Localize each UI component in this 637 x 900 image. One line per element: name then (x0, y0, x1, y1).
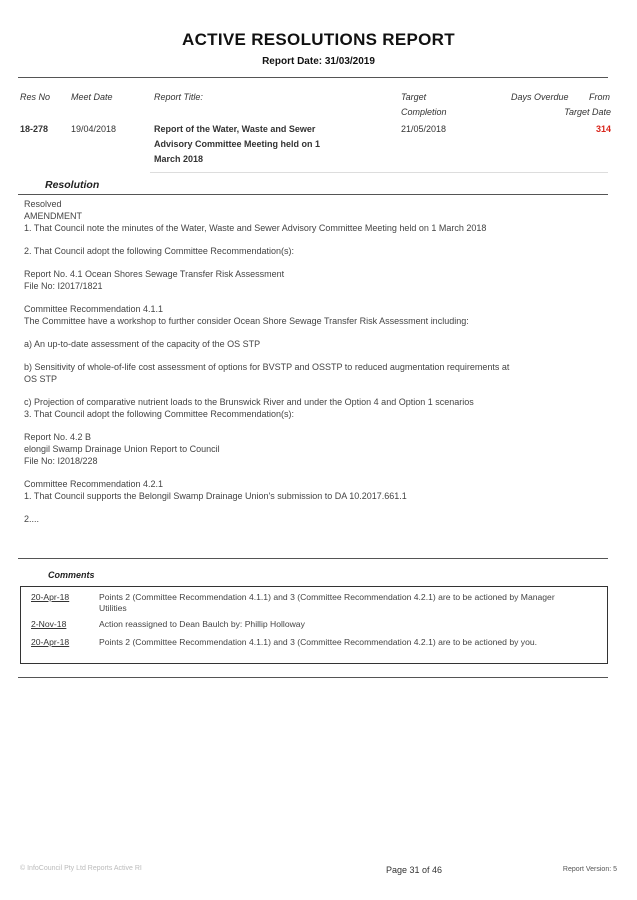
row-title-line-1: Report of the Water, Waste and Sewer (154, 124, 316, 134)
comments-heading: Comments (48, 570, 95, 580)
res-line: 2.... (24, 514, 40, 524)
col-target-date: Target Date (564, 107, 611, 117)
comment-text: Action reassigned to Dean Baulch by: Phillip Holloway (99, 619, 305, 629)
res-line: Report No. 4.1 Ocean Shores Sewage Transfer Risk Assessment (24, 269, 285, 279)
row-target-completion: 21/05/2018 (401, 124, 447, 134)
res-line: File No: I2018/228 (24, 456, 98, 466)
col-days-overdue: Days Overdue (511, 92, 569, 102)
comment-date: 20-Apr-18 (31, 592, 70, 602)
res-line: a) An up-to-date assessment of the capacity of the OS STP (24, 339, 261, 349)
res-line: elongil Swamp Drainage Union Report to Council (24, 444, 220, 454)
res-line: AMENDMENT (24, 211, 82, 221)
resolution-rule (18, 194, 608, 195)
row-days-overdue: 314 (595, 124, 611, 134)
comments-table (20, 586, 608, 664)
comment-date: 2-Nov-18 (31, 619, 67, 629)
comment-date: 20-Apr-18 (31, 637, 70, 647)
header-rule-top (18, 77, 608, 78)
res-line: c) Projection of comparative nutrient loads to the Brunswick River and under the Option 4 and Option 1 scenarios (24, 397, 474, 407)
res-gap (24, 327, 604, 338)
resolution-body (24, 198, 604, 525)
res-line: 1. That Council supports the Belongil Swamp Drainage Union's submission to DA 10.2017.661.1 (24, 491, 407, 501)
col-target: Target (401, 92, 427, 102)
row-title-line-3: March 2018 (154, 154, 204, 164)
footer-copyright: © InfoCouncil Pty Ltd Reports Active RI (20, 865, 142, 872)
resolution-heading: Resolution (45, 179, 100, 191)
row-res-no: 18-278 (20, 124, 49, 134)
res-line: 3. That Council adopt the following Committee Recommendation(s): (24, 409, 294, 419)
col-report-title: Report Title: (154, 92, 203, 102)
row-title-line-2: Advisory Committee Meeting held on 1 (154, 139, 321, 149)
res-gap (24, 502, 604, 513)
resolution-end-rule (18, 558, 608, 559)
res-line: 1. That Council note the minutes of the Water, Waste and Sewer Advisory Committee Meeting held on 1 March 2018 (24, 223, 487, 233)
res-line: Report No. 4.2 B (24, 432, 92, 442)
res-gap (24, 350, 604, 361)
res-gap (24, 385, 604, 396)
comment-text: Points 2 (Committee Recommendation 4.1.1) and 3 (Committee Recommendation 4.2.1) are to be actioned by you. (99, 637, 538, 647)
res-line: OS STP (24, 374, 58, 384)
res-gap (24, 467, 604, 478)
res-gap (24, 292, 604, 303)
res-line: File No: I2017/1821 (24, 281, 103, 291)
footer-page-number: Page 31 of 46 (386, 865, 443, 875)
res-line: b) Sensitivity of whole-of-life cost assessment of options for BVSTP and OSSTP to reduced augmentation requirements at (24, 362, 510, 372)
res-line: Committee Recommendation 4.2.1 (24, 479, 164, 489)
col-from: From (589, 92, 610, 102)
comment-text: Points 2 (Committee Recommendation 4.1.1) and 3 (Committee Recommendation 4.2.1) are to be actioned by Manager Utilities (99, 592, 555, 613)
res-line: The Committee have a workshop to further consider Ocean Shore Sewage Transfer Risk Assessment including: (24, 316, 469, 326)
report-date: Report Date: 31/03/2019 (262, 56, 375, 67)
col-completion: Completion (401, 107, 447, 117)
report-title: ACTIVE RESOLUTIONS REPORT (182, 30, 455, 49)
row-rule (150, 172, 608, 173)
res-line: Resolved (24, 199, 62, 209)
res-gap (24, 420, 604, 431)
footer-report-version: Report Version: 5 (562, 866, 617, 873)
res-line: 2. That Council adopt the following Committee Recommendation(s): (24, 246, 294, 256)
res-gap (24, 234, 604, 245)
res-gap (24, 257, 604, 268)
row-meet-date: 19/04/2018 (71, 124, 117, 134)
comments-end-rule (18, 677, 608, 678)
col-res-no: Res No (20, 92, 51, 102)
res-line: Committee Recommendation 4.1.1 (24, 304, 164, 314)
col-meet-date: Meet Date (71, 92, 113, 102)
